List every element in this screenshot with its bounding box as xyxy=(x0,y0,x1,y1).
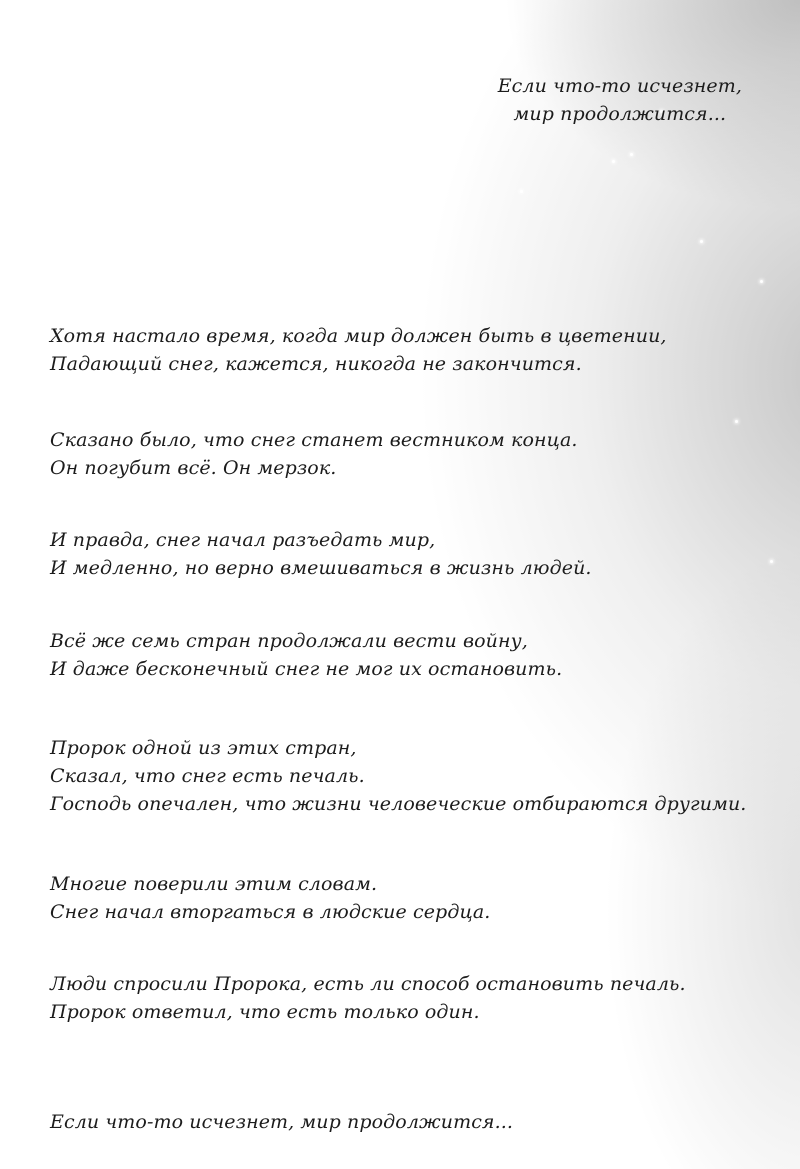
poem-line: И даже бесконечный снег не мог их остановить. xyxy=(50,658,563,680)
poem-line: Если что-то исчезнет, мир продолжится... xyxy=(50,1111,514,1133)
poem-line: И медленно, но верно вмешиваться в жизнь людей. xyxy=(50,557,592,579)
closing-line xyxy=(50,1108,513,1136)
poem-line: Господь опечален, что жизни человеческие отбираются другими. xyxy=(50,793,747,815)
epigraph-line: Если что-то исчезнет, xyxy=(497,75,742,97)
snow-sparkle xyxy=(612,160,615,163)
snow-sparkle xyxy=(520,190,523,193)
stanza-1 xyxy=(50,322,667,378)
poem-line: Сказано было, что снег станет вестником конца. xyxy=(50,429,578,451)
poem-line: Всё же семь стран продолжали вести войну, xyxy=(50,630,528,652)
snow-sparkle xyxy=(630,153,633,156)
poem-line: Сказал, что снег есть печаль. xyxy=(50,765,365,787)
poem-line: Он погубит всё. Он мерзок. xyxy=(50,457,337,479)
poem-line: Пророк ответил, что есть только один. xyxy=(50,1001,480,1023)
poem-line: Хотя настало время, когда мир должен быть в цветении, xyxy=(50,325,667,347)
poem-line: Падающий снег, кажется, никогда не закончится. xyxy=(50,353,582,375)
snow-sparkle xyxy=(770,560,773,563)
poem-line: И правда, снег начал разъедать мир, xyxy=(50,529,436,551)
stanza-2 xyxy=(50,426,578,482)
epigraph-line: мир продолжится... xyxy=(513,103,727,125)
stanza-6 xyxy=(50,870,490,926)
stanza-7 xyxy=(50,970,686,1026)
poem-line: Многие поверили этим словам. xyxy=(50,873,378,895)
poem-line: Снег начал вторгаться в людские сердца. xyxy=(50,901,491,923)
epigraph xyxy=(498,72,742,128)
poem-line: Люди спросили Пророка, есть ли способ остановить печаль. xyxy=(50,973,686,995)
snow-sparkle xyxy=(760,280,763,283)
stanza-5 xyxy=(50,734,746,818)
poem-line: Пророк одной из этих стран, xyxy=(50,737,357,759)
snow-sparkle xyxy=(700,240,703,243)
stanza-3 xyxy=(50,526,592,582)
snow-sparkle xyxy=(735,420,738,423)
stanza-4 xyxy=(50,627,562,683)
